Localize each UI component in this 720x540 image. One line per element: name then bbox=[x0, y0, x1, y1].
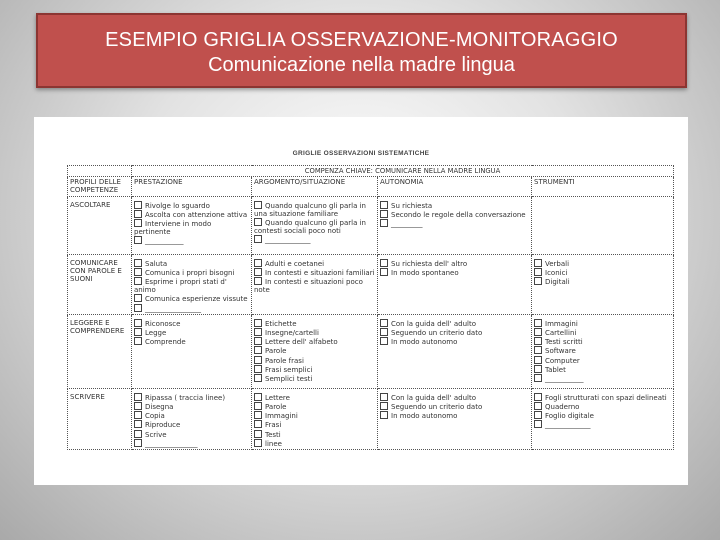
checkbox-icon bbox=[534, 374, 542, 382]
checkbox-icon bbox=[534, 402, 542, 410]
strumenti-cell bbox=[532, 254, 674, 314]
checkbox-icon bbox=[380, 319, 388, 327]
checklist-item bbox=[134, 219, 249, 236]
checklist-item-label: Scrive bbox=[145, 430, 167, 439]
checklist-item bbox=[134, 304, 249, 313]
checklist-item bbox=[254, 218, 375, 235]
checkbox-icon bbox=[254, 356, 262, 364]
checklist-item bbox=[380, 268, 529, 277]
table-row bbox=[68, 254, 674, 314]
column-header: PRESTAZIONE bbox=[132, 177, 252, 196]
checklist-item bbox=[380, 201, 529, 210]
checklist-item bbox=[134, 201, 249, 210]
checkbox-icon bbox=[134, 304, 142, 312]
checklist-item-label: Comunica esperienze vissute bbox=[145, 295, 248, 304]
checkbox-icon bbox=[254, 439, 262, 447]
document-heading: GRIGLIE OSSERVAZIONI SISTEMATICHE bbox=[292, 150, 430, 157]
checkbox-icon bbox=[254, 277, 262, 285]
column-header: PROFILI DELLE COMPETENZE bbox=[68, 177, 132, 196]
checkbox-icon bbox=[134, 268, 142, 276]
checklist-item bbox=[380, 319, 529, 328]
checklist-item-label: Adulti e coetanei bbox=[265, 259, 325, 268]
profile-cell: SCRIVERE bbox=[68, 388, 132, 449]
checklist-item bbox=[534, 374, 671, 383]
checklist-item-label: _____________ bbox=[265, 236, 311, 245]
checkbox-icon bbox=[134, 411, 142, 419]
checklist-item-label: Interviene in modo pertinente bbox=[134, 220, 212, 237]
checklist-item bbox=[134, 328, 249, 337]
checklist-item bbox=[534, 411, 671, 420]
checklist-item-label: _______________ bbox=[145, 439, 198, 448]
checklist-item bbox=[380, 411, 529, 420]
checklist-item-label: Parole bbox=[265, 403, 287, 412]
checklist-item-label: In modo spontaneo bbox=[391, 268, 459, 277]
column-header-row bbox=[68, 177, 674, 196]
checkbox-icon bbox=[134, 294, 142, 302]
checklist-item bbox=[380, 402, 529, 411]
checkbox-icon bbox=[134, 236, 142, 244]
checklist-item bbox=[254, 411, 375, 420]
checkbox-icon bbox=[254, 201, 262, 209]
checklist-item-label: In modo autonomo bbox=[391, 338, 458, 347]
checklist-item bbox=[254, 319, 375, 328]
checklist-item bbox=[134, 319, 249, 328]
checklist-item bbox=[254, 393, 375, 402]
checklist-item bbox=[254, 235, 375, 244]
grid-body bbox=[68, 196, 674, 449]
checkbox-icon bbox=[134, 430, 142, 438]
checkbox-icon bbox=[534, 277, 542, 285]
checklist-item-label: Riconosce bbox=[145, 319, 181, 328]
checklist-item-label: Verbali bbox=[545, 259, 570, 268]
checklist-item-label: Cartellini bbox=[545, 329, 577, 338]
autonomia-cell bbox=[378, 254, 532, 314]
checklist-item bbox=[134, 268, 249, 277]
checklist-item-label: Esprime i propri stati d' animo bbox=[134, 278, 227, 295]
slide-title: ESEMPIO GRIGLIA OSSERVAZIONE-MONITORAGGIO bbox=[105, 29, 618, 51]
checkbox-icon bbox=[380, 393, 388, 401]
checklist-item-label: Ascolta con attenzione attiva bbox=[145, 210, 248, 219]
profile-cell: ASCOLTARE bbox=[68, 196, 132, 254]
checklist-item bbox=[134, 337, 249, 346]
checklist-item bbox=[254, 374, 375, 383]
checklist-item bbox=[134, 210, 249, 219]
checkbox-icon bbox=[534, 346, 542, 354]
checkbox-icon bbox=[534, 328, 542, 336]
checklist-item bbox=[534, 337, 671, 346]
checklist-item bbox=[534, 259, 671, 268]
checklist-item-label: In contesti e situazioni poco note bbox=[254, 278, 363, 295]
checkbox-icon bbox=[134, 259, 142, 267]
checklist-item-label: Quaderno bbox=[545, 403, 580, 412]
checkbox-icon bbox=[534, 268, 542, 276]
checkbox-icon bbox=[380, 337, 388, 345]
checkbox-icon bbox=[254, 328, 262, 336]
checklist-item bbox=[254, 259, 375, 268]
checklist-item-label: Parole frasi bbox=[265, 356, 304, 365]
checklist-item bbox=[534, 402, 671, 411]
slide-title-box bbox=[36, 13, 687, 88]
checklist-item bbox=[254, 268, 375, 277]
checklist-item-label: Su richiesta dell' altro bbox=[391, 259, 468, 268]
checkbox-icon bbox=[254, 365, 262, 373]
checkbox-icon bbox=[534, 420, 542, 428]
checklist-item-label: Copia bbox=[145, 412, 165, 421]
argomento-cell bbox=[252, 254, 378, 314]
checklist-item-label: Digitali bbox=[545, 278, 570, 287]
checkbox-icon bbox=[134, 393, 142, 401]
checklist-item-label: Testi bbox=[265, 430, 281, 439]
checklist-item bbox=[534, 393, 671, 402]
checklist-item bbox=[254, 420, 375, 429]
checklist-item-label: _____________ bbox=[545, 421, 591, 430]
checklist-item bbox=[134, 259, 249, 268]
checklist-item bbox=[534, 277, 671, 286]
checkbox-icon bbox=[134, 219, 142, 227]
checkbox-icon bbox=[254, 218, 262, 226]
profile-cell: COMUNICARE CON PAROLE E SUONI bbox=[68, 254, 132, 314]
checklist-item-label: Seguendo un criterio dato bbox=[391, 329, 483, 338]
checkbox-icon bbox=[254, 430, 262, 438]
strumenti-cell bbox=[532, 196, 674, 254]
strumenti-cell bbox=[532, 314, 674, 388]
checklist-item bbox=[534, 420, 671, 429]
checkbox-icon bbox=[254, 235, 262, 243]
checklist-item bbox=[380, 219, 529, 228]
checklist-item-label: ___________ bbox=[545, 375, 584, 384]
checkbox-icon bbox=[380, 268, 388, 276]
checklist-item bbox=[534, 356, 671, 365]
checkbox-icon bbox=[534, 365, 542, 373]
checklist-item-label: In contesti e situazioni familiari bbox=[265, 268, 375, 277]
checklist-item-label: Disegna bbox=[145, 403, 174, 412]
column-header: STRUMENTI bbox=[532, 177, 674, 196]
checklist-item bbox=[254, 356, 375, 365]
checkbox-icon bbox=[380, 328, 388, 336]
checklist-item-label: Etichette bbox=[265, 319, 297, 328]
header-empty-cell bbox=[68, 166, 132, 177]
checkbox-icon bbox=[134, 201, 142, 209]
checklist-item bbox=[380, 259, 529, 268]
table-row bbox=[68, 196, 674, 254]
checklist-item bbox=[254, 402, 375, 411]
checkbox-icon bbox=[380, 201, 388, 209]
checkbox-icon bbox=[254, 411, 262, 419]
checkbox-icon bbox=[254, 268, 262, 276]
checkbox-icon bbox=[534, 393, 542, 401]
checklist-item bbox=[380, 393, 529, 402]
argomento-cell bbox=[252, 314, 378, 388]
checklist-item-label: Con la guida dell' adulto bbox=[391, 393, 477, 402]
checkbox-icon bbox=[534, 411, 542, 419]
checklist-item bbox=[380, 210, 529, 219]
checkbox-icon bbox=[380, 411, 388, 419]
checkbox-icon bbox=[134, 439, 142, 447]
checkbox-icon bbox=[380, 219, 388, 227]
checklist-item bbox=[534, 268, 671, 277]
checklist-item-label: Lettere dell' alfabeto bbox=[265, 338, 338, 347]
checklist-item bbox=[254, 337, 375, 346]
checklist-item-label: Ripassa ( traccia linee) bbox=[145, 393, 226, 402]
checkbox-icon bbox=[534, 319, 542, 327]
checklist-item bbox=[134, 430, 249, 439]
checklist-item-label: Comunica i propri bisogni bbox=[145, 268, 235, 277]
checklist-item-label: Rivolge lo sguardo bbox=[145, 201, 210, 210]
checklist-item bbox=[534, 365, 671, 374]
checklist-item bbox=[134, 277, 249, 294]
checkbox-icon bbox=[254, 346, 262, 354]
checkbox-icon bbox=[134, 210, 142, 218]
checklist-item-label: Immagini bbox=[265, 412, 298, 421]
observation-grid bbox=[67, 165, 674, 450]
checkbox-icon bbox=[534, 337, 542, 345]
slide-subtitle: Comunicazione nella madre lingua bbox=[208, 54, 515, 76]
checklist-item bbox=[380, 328, 529, 337]
checkbox-icon bbox=[254, 259, 262, 267]
prestazione-cell bbox=[132, 196, 252, 254]
argomento-cell bbox=[252, 388, 378, 449]
checklist-item-label: Parole bbox=[265, 347, 287, 356]
checklist-item bbox=[254, 365, 375, 374]
checklist-item-label: Comprende bbox=[145, 338, 186, 347]
checkbox-icon bbox=[134, 277, 142, 285]
scanned-document bbox=[34, 117, 688, 485]
checklist-item bbox=[380, 337, 529, 346]
checklist-item-label: In modo autonomo bbox=[391, 412, 458, 421]
checklist-item-label: Legge bbox=[145, 329, 167, 338]
checklist-item-label: Saluta bbox=[145, 259, 168, 268]
checkbox-icon bbox=[134, 402, 142, 410]
checklist-item-label: Computer bbox=[545, 356, 580, 365]
checkbox-icon bbox=[134, 337, 142, 345]
argomento-cell bbox=[252, 196, 378, 254]
checklist-item-label: Software bbox=[545, 347, 576, 356]
checklist-item bbox=[534, 319, 671, 328]
autonomia-cell bbox=[378, 196, 532, 254]
checklist-item bbox=[254, 277, 375, 294]
checklist-item-label: ________________ bbox=[145, 304, 201, 313]
checkbox-icon bbox=[254, 402, 262, 410]
checklist-item-label: Seguendo un criterio dato bbox=[391, 403, 483, 412]
checkbox-icon bbox=[254, 337, 262, 345]
checklist-item-label: Insegne/cartelli bbox=[265, 329, 319, 338]
checklist-item bbox=[254, 328, 375, 337]
checklist-item-label: Riproduce bbox=[145, 421, 181, 430]
strumenti-cell bbox=[532, 388, 674, 449]
checklist-item-label: Semplici testi bbox=[265, 375, 313, 384]
checklist-item-label: Quando qualcuno gli parla in una situazione familiare bbox=[254, 201, 366, 218]
prestazione-cell bbox=[132, 254, 252, 314]
checklist-item bbox=[254, 430, 375, 439]
checklist-item-label: Tablet bbox=[545, 365, 566, 374]
checklist-item bbox=[134, 411, 249, 420]
table-row bbox=[68, 388, 674, 449]
prestazione-cell bbox=[132, 388, 252, 449]
checklist-item bbox=[134, 393, 249, 402]
prestazione-cell bbox=[132, 314, 252, 388]
checklist-item-label: Lettere bbox=[265, 393, 290, 402]
checklist-item-label: Testi scritti bbox=[545, 338, 583, 347]
checklist-item bbox=[134, 294, 249, 303]
checklist-item bbox=[134, 420, 249, 429]
checklist-item-label: Secondo le regole della conversazione bbox=[391, 210, 526, 219]
checklist-item-label: Frasi semplici bbox=[265, 365, 313, 374]
checkbox-icon bbox=[134, 319, 142, 327]
checkbox-icon bbox=[380, 259, 388, 267]
checkbox-icon bbox=[254, 374, 262, 382]
checklist-item-label: _________ bbox=[391, 220, 423, 229]
checklist-item-label: Fogli strutturati con spazi delineati bbox=[545, 393, 667, 402]
checklist-item-label: Con la guida dell' adulto bbox=[391, 319, 477, 328]
checkbox-icon bbox=[254, 319, 262, 327]
checklist-item-label: Immagini bbox=[545, 319, 578, 328]
checklist-item bbox=[134, 402, 249, 411]
profile-cell: LEGGERE E COMPRENDERE bbox=[68, 314, 132, 388]
column-header: ARGOMENTO/SITUAZIONE bbox=[252, 177, 378, 196]
checklist-item bbox=[534, 328, 671, 337]
checkbox-icon bbox=[134, 328, 142, 336]
autonomia-cell bbox=[378, 388, 532, 449]
checkbox-icon bbox=[254, 420, 262, 428]
checkbox-icon bbox=[380, 210, 388, 218]
checklist-item bbox=[534, 346, 671, 355]
checklist-item bbox=[134, 439, 249, 448]
checklist-item-label: Foglio digitale bbox=[545, 412, 594, 421]
checklist-item-label: Frasi bbox=[265, 421, 282, 430]
checklist-item bbox=[254, 201, 375, 218]
checklist-item-label: Quando qualcuno gli parla in contesti sociali poco noti bbox=[254, 219, 366, 236]
checklist-item bbox=[254, 439, 375, 448]
checkbox-icon bbox=[254, 393, 262, 401]
checklist-item-label: Su richiesta bbox=[391, 201, 433, 210]
autonomia-cell bbox=[378, 314, 532, 388]
checklist-item-label: ___________ bbox=[145, 237, 184, 246]
column-header: AUTONOMIA bbox=[378, 177, 532, 196]
checkbox-icon bbox=[534, 356, 542, 364]
checkbox-icon bbox=[134, 420, 142, 428]
competence-header: COMPENZA CHIAVE: COMUNICARE NELLA MADRE LINGUA bbox=[132, 166, 674, 177]
checkbox-icon bbox=[380, 402, 388, 410]
checklist-item-label: linee bbox=[265, 439, 282, 448]
checklist-item bbox=[134, 236, 249, 245]
checkbox-icon bbox=[534, 259, 542, 267]
checklist-item-label: Iconici bbox=[545, 268, 568, 277]
table-row bbox=[68, 314, 674, 388]
checklist-item bbox=[254, 346, 375, 355]
